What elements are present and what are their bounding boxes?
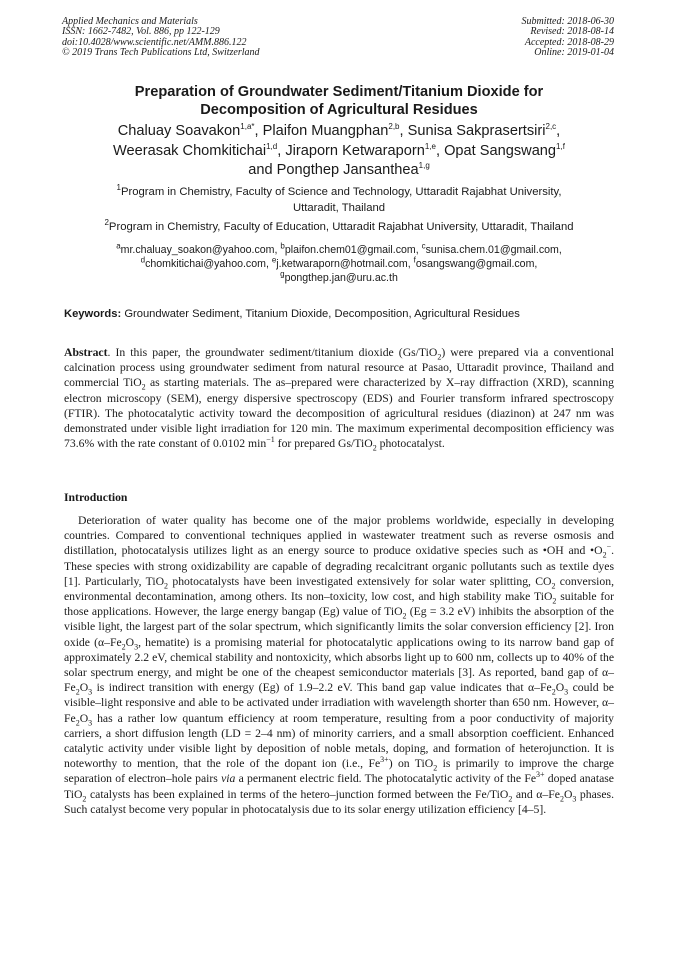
journal-header-left (62, 17, 260, 58)
author-affil-mark: 1,g (418, 161, 430, 171)
email-address[interactable]: j.ketwaraporn@hotmail.com (276, 258, 408, 270)
email-address[interactable]: chomkitichai@yahoo.com (145, 258, 266, 270)
subscript: 2 (602, 550, 607, 560)
body-text: catalysts has been explained in terms of the hetero–junction formed between the Fe/TiO (86, 787, 509, 801)
email-mark: f (413, 255, 416, 265)
subscript: 2 (75, 687, 80, 697)
body-text: doped anatase TiO (64, 772, 614, 801)
author-affil-mark: 1,e (424, 141, 436, 151)
author-separator: , (254, 123, 263, 139)
revised-date: Revised: 2018-08-14 (530, 26, 614, 38)
body-text: (Eg = 3.2 eV) inhibits the absorption of the visible light, the largest part of the solar spectrum, which significantly limits the solar conversion efficiency [2]. Iron oxide (α–Fe (64, 605, 614, 649)
italic-text: via (221, 772, 236, 786)
abstract-text: ) were prepared via a conventional calcination process using groundwater sediment from natural resource at Pasao, Uttaradit province, Thailand and commercial TiO (64, 346, 614, 390)
author-name: Chaluay Soavakon (117, 123, 241, 139)
paper-title (40, 83, 638, 119)
email-mark: g (280, 269, 285, 279)
author-list (40, 122, 638, 181)
introduction-paragraph (64, 513, 614, 817)
subscript: 2 (559, 793, 564, 803)
abstract-text: photocatalyst. (376, 437, 445, 451)
abstract (64, 345, 614, 451)
author-line-2 (40, 142, 638, 162)
abstract-text: . In this paper, the groundwater sediment/titanium dioxide (Gs/TiO (107, 346, 438, 359)
subscript: 2 (141, 382, 146, 392)
abstract-text: as starting materials. The as–prepared were characterized by X–ray diffraction (XRD), scanning electron microscopy (SEM), energy dispersive spectroscopy (EDS) and Fourier transform infrared spectroscopy (FTIR). The photocatalytic activity toward the decomposition of agricultural residues (diazinon) at 247 nm was demonstrated under visible light irradiation for 120 min. The maximum experimental decomposition efficiency was 73.6% with the rate constant of 0.0102 min (64, 376, 614, 451)
author-line-3 (40, 161, 638, 181)
copyright-line: © 2019 Trans Tech Publications Ltd, Switzerland (62, 46, 260, 58)
accepted-date: Accepted: 2018-08-29 (524, 36, 614, 48)
subscript: 2 (121, 641, 126, 651)
abstract-label: Abstract (64, 346, 108, 359)
subscript: 2 (508, 793, 513, 803)
superscript: − (606, 542, 612, 552)
body-text: conversion, environmental decontamination, among others. Its non–toxicity, low cost, and high stability make TiO (64, 574, 615, 604)
subscript: 3 (564, 687, 569, 697)
keywords-text: Groundwater Sediment, Titanium Dioxide, Decomposition, Agricultural Residues (124, 308, 520, 320)
author-separator: , (435, 142, 445, 159)
body-text: . These species with strong oxidizability are capable of degrading recalcitrant organic pollutants such as textile dyes [1]. Particularly, TiO (64, 544, 614, 588)
body-text: is primarily to improve the charge separation of electron–hole pairs (64, 757, 614, 786)
email-separator: , (415, 244, 422, 256)
affiliation-2 (40, 220, 638, 236)
body-text: O (125, 635, 135, 649)
body-text: O (79, 681, 89, 695)
title-line-1: Preparation of Groundwater Sediment/Titanium Dioxide for (134, 84, 544, 100)
email-mark: a (116, 241, 121, 251)
author-name: Sunisa Sakprasertsiri (407, 123, 546, 139)
body-text: has a rather low quantum efficiency at room temperature, resulting from a poor conductivity of majority carriers, a short diffusion length (LD = 2–4 nm) of minority carriers, and a small absorption coefficient. Enhanced catalytic activity under visible light by deposition of noble metals, doping, and formation of heterojunction. It is noteworthy to mention, that the role of the dopant ion (i.e., Fe (64, 711, 614, 771)
subscript: 2 (372, 443, 377, 453)
body-text: O (79, 711, 89, 725)
author-separator: , (277, 142, 286, 159)
affiliation-text: Uttaradit, Thailand (292, 201, 386, 214)
doi-line: doi:10.4028/www.scientific.net/AMM.886.122 (62, 36, 247, 48)
body-text: is indirect transition with energy (Eg) of 1.9–2.2 eV. This band gap value indicates that α–Fe (92, 681, 552, 695)
email-separator: , (265, 258, 272, 270)
email-address[interactable]: plaifon.chem01@gmail.com (284, 244, 416, 256)
affiliation-text: Program in Chemistry, Faculty of Science and Technology, Uttaradit Rajabhat University, (120, 186, 562, 198)
affiliation-mark: 1 (116, 183, 121, 193)
subscript: 2 (551, 687, 556, 697)
subscript: 2 (402, 611, 407, 621)
body-text: Deterioration of water quality has become one of the major problems worldwide, especially in developing countries. Compared to conventional techniques applied in wastewater treatment such as reverse osmosis and distillation, photocatalysis utilizes light as an energy source to produce oxidative species such as •OH and •O (64, 514, 614, 558)
superscript: 3+ (536, 770, 545, 780)
email-address[interactable]: sunisa.chem.01@gmail.com, (425, 244, 562, 256)
subscript: 2 (75, 717, 80, 727)
email-mark: b (280, 241, 285, 251)
email-separator: , (274, 244, 281, 256)
keywords-label: Keywords: (64, 308, 122, 320)
subscript: 2 (437, 352, 442, 362)
online-date: Online: 2019-01-04 (534, 46, 614, 58)
email-mark: e (271, 255, 277, 265)
email-mark: c (421, 241, 426, 251)
email-list (40, 243, 638, 285)
affiliation-1 (40, 185, 638, 216)
author-name: Jiraporn Ketwaraporn (285, 142, 425, 159)
affiliation-mark: 2 (104, 218, 109, 228)
subscript: 3 (88, 687, 93, 697)
keywords (64, 307, 624, 321)
author-separator: , (399, 123, 408, 139)
body-text: photocatalysts have been investigated extensively for solar water splitting, CO (168, 574, 552, 588)
email-address[interactable]: osangswang@gmail.com, (415, 258, 538, 270)
subscript: 3 (572, 793, 577, 803)
author-affil-mark: 2,b (388, 122, 400, 132)
subscript: 2 (552, 596, 557, 606)
title-line-2: Decomposition of Agricultural Residues (200, 102, 478, 118)
subscript: 2 (551, 581, 556, 591)
author-name: Opat Sangswang (444, 142, 557, 159)
journal-header-right (522, 17, 615, 58)
body-text: ) on TiO (388, 757, 434, 771)
section-heading-introduction: Introduction (64, 491, 128, 504)
email-mark: d (140, 255, 146, 265)
body-text: , hematite) is a promising material for photocatalytic applications owing to its narrow band gap of approximately 2.2 eV, chemical stability and nontoxicity, which absorbs light up to 600 nm, collects up to 40% of the solar spectrum energy, and might be one of the cheapest semiconductor materials [3]. As reported, band gap of α–Fe (64, 635, 614, 695)
body-text: phases. Such catalyst become very popular in photocatalysis due to its solar energy utilization efficiency [4–5]. (64, 787, 614, 816)
body-text: could be visible–light responsive and able to be activated under irradiation with wavelength shorter than 650 nm. However, α–Fe (64, 681, 614, 725)
subscript: 3 (134, 641, 139, 651)
author-affil-mark: 1,a* (240, 122, 255, 132)
body-text: O (555, 681, 565, 695)
body-text: and α–Fe (512, 787, 560, 801)
email-address[interactable]: mr.chaluay_soakon@yahoo.com (120, 244, 275, 256)
journal-name: Applied Mechanics and Materials (62, 16, 198, 27)
email-separator: , (407, 258, 414, 270)
subscript: 2 (164, 581, 169, 591)
body-text: O (563, 787, 573, 801)
superscript: −1 (266, 435, 275, 445)
author-name: Plaifon Muangphan (262, 123, 389, 139)
author-affil-mark: 1,f (556, 141, 565, 151)
author-affil-mark: 1,d (266, 141, 278, 151)
abstract-text: for prepared Gs/TiO (274, 437, 373, 451)
affiliation-text: Program in Chemistry, Faculty of Education, Uttaradit Rajabhat University, Uttaradit, Thailand (108, 221, 574, 233)
body-text: a permanent electric field. The photocatalytic activity of the Fe (235, 772, 537, 786)
subscript: 3 (88, 717, 93, 727)
author-line-1 (40, 122, 638, 142)
superscript: 3+ (380, 755, 389, 765)
author-name: and Pongthep Jansanthea (248, 162, 419, 178)
subscript: 2 (82, 793, 87, 803)
author-name: Weerasak Chomkitichai (113, 142, 267, 159)
author-separator: , (556, 123, 561, 139)
issn-line: ISSN: 1662-7482, Vol. 886, pp 122-129 (62, 26, 220, 38)
subscript: 2 (433, 763, 438, 773)
author-affil-mark: 2,c (545, 122, 557, 132)
submitted-date: Submitted: 2018-06-30 (521, 16, 614, 27)
email-address[interactable]: pongthep.jan@uru.ac.th (284, 272, 398, 284)
body-text: suitable for those applications. However, the large energy bangap (Eg) value of TiO (64, 590, 614, 619)
